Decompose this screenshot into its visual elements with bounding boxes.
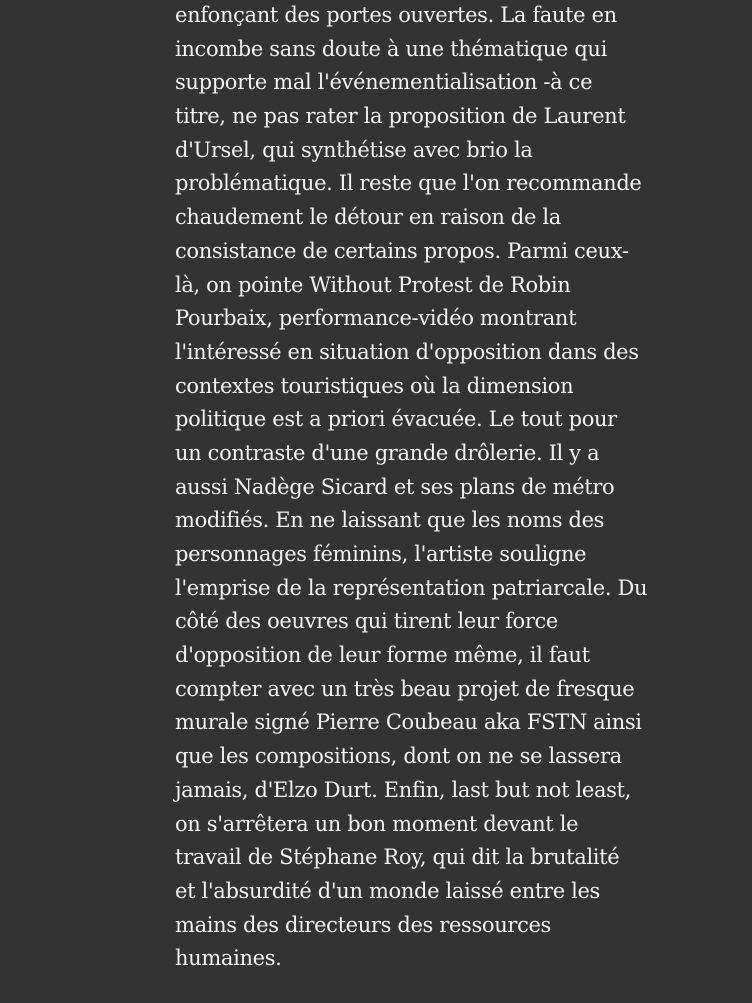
article-line: chaudement le détour en raison de la <box>175 205 561 230</box>
article-line: et l'absurdité d'un monde laissé entre les <box>175 878 600 903</box>
article-line: supporte mal l'événementialisation -à ce <box>175 70 593 95</box>
article-line: l'emprise de la représentation patriarcale. Du <box>175 575 648 600</box>
article-line: personnages féminins, l'artiste souligne <box>175 542 587 566</box>
article-line: un contraste d'une grande drôlerie. Il y a <box>175 440 600 465</box>
article-line: humaines. <box>175 946 282 971</box>
article-line: d'opposition de leur forme même, il faut <box>175 643 590 668</box>
article-line: que les compositions, dont on ne se lassera <box>175 744 622 769</box>
article-line: compter avec un très beau projet de fresque <box>175 676 635 701</box>
article-line: là, on pointe Without Protest de Robin <box>175 272 571 297</box>
article-line: consistance de certains propos. Parmi ceux- <box>175 238 629 263</box>
article-line: Pourbaix, performance-vidéo montrant <box>175 306 577 331</box>
article-line: modifiés. En ne laissant que les noms des <box>175 508 605 533</box>
article-line: on s'arrêtera un bon moment devant le <box>175 811 579 836</box>
article-line: l'intéressé en situation d'opposition dans des <box>175 339 639 364</box>
article-line: mains des directeurs des ressources <box>175 912 551 937</box>
article-line: d'Ursel, qui synthétise avec brio la <box>175 137 533 162</box>
article-body-text <box>175 0 675 977</box>
article-line: murale signé Pierre Coubeau aka FSTN ainsi <box>175 710 642 735</box>
article-line: problématique. Il reste que l'on recommande <box>175 171 642 196</box>
article-line: incombe sans doute à une thématique qui <box>175 36 607 61</box>
article-line: politique est a priori évacuée. Le tout pour <box>175 407 617 432</box>
article-line: aussi Nadège Sicard et ses plans de métro <box>175 474 615 499</box>
article-line: enfonçant des portes ouvertes. La faute en <box>175 3 617 27</box>
article-line: travail de Stéphane Roy, qui dit la brutalité <box>175 845 620 870</box>
article-line: jamais, d'Elzo Durt. Enfin, last but not least, <box>175 777 631 802</box>
article-line: côté des oeuvres qui tirent leur force <box>175 609 558 634</box>
article-line: contextes touristiques où la dimension <box>175 373 574 398</box>
article-line: titre, ne pas rater la proposition de Laurent <box>175 104 626 129</box>
